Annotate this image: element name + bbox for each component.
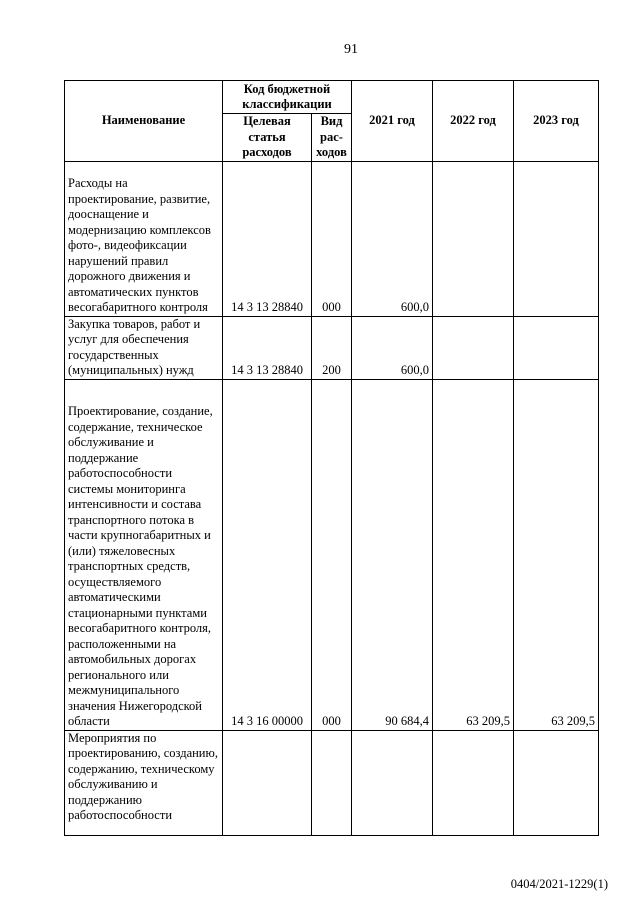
row-code: 14 3 16 00000 — [223, 379, 312, 730]
row-expense-type — [312, 730, 352, 835]
header-2023: 2023 год — [514, 81, 599, 162]
row-2023 — [514, 730, 599, 835]
row-2022 — [433, 730, 514, 835]
row-2021: 600,0 — [352, 161, 433, 316]
table-row — [65, 730, 599, 835]
row-code: 14 3 13 28840 — [223, 316, 312, 379]
row-2022 — [433, 161, 514, 316]
row-2021: 90 684,4 — [352, 379, 433, 730]
row-name: Расходы на проектирование, развитие, дооснащение и модернизацию комплексов фото-, видеофиксации нарушений правил дорожного движения и автоматических пунктов весогабаритного контроля — [65, 161, 223, 316]
table-row — [65, 161, 599, 316]
header-expense-type: Вид рас-ходов — [312, 114, 352, 162]
row-2021: 600,0 — [352, 316, 433, 379]
row-2022 — [433, 316, 514, 379]
table-row — [65, 379, 599, 730]
row-2023: 63 209,5 — [514, 379, 599, 730]
table-header — [65, 81, 599, 162]
row-expense-type: 000 — [312, 161, 352, 316]
row-2021 — [352, 730, 433, 835]
row-2023 — [514, 316, 599, 379]
header-name: Наименование — [65, 81, 223, 162]
header-target-article: Целевая статья расходов — [223, 114, 312, 162]
row-name: Проектирование, создание, содержание, техническое обслуживание и поддержание работоспособности системы мониторинга интенсивности и состава транспортного потока в части крупногабаритных и (или) тяжеловесных транспортных средств, осуществляемого автоматическими стационарными пунктами весогабаритного контроля, расположенными на автомобильных дорогах регионального или межмуниципального значения Нижегородской области — [65, 379, 223, 730]
row-name: Мероприятия по проектированию, созданию, содержанию, техническому обслуживанию и поддержанию работоспособности — [65, 730, 223, 835]
row-expense-type: 000 — [312, 379, 352, 730]
document-code: 0404/2021-1229(1) — [510, 877, 608, 891]
row-expense-type: 200 — [312, 316, 352, 379]
row-2022: 63 209,5 — [433, 379, 514, 730]
table-row — [65, 316, 599, 379]
row-2023 — [514, 161, 599, 316]
header-2021: 2021 год — [352, 81, 433, 162]
page-number: 91 — [344, 42, 358, 57]
budget-table — [64, 80, 599, 836]
row-code: 14 3 13 28840 — [223, 161, 312, 316]
row-name: Закупка товаров, работ и услуг для обеспечения государственных (муниципальных) нужд — [65, 316, 223, 379]
header-code-group: Код бюджетной классификации — [223, 81, 352, 114]
row-code — [223, 730, 312, 835]
header-2022: 2022 год — [433, 81, 514, 162]
